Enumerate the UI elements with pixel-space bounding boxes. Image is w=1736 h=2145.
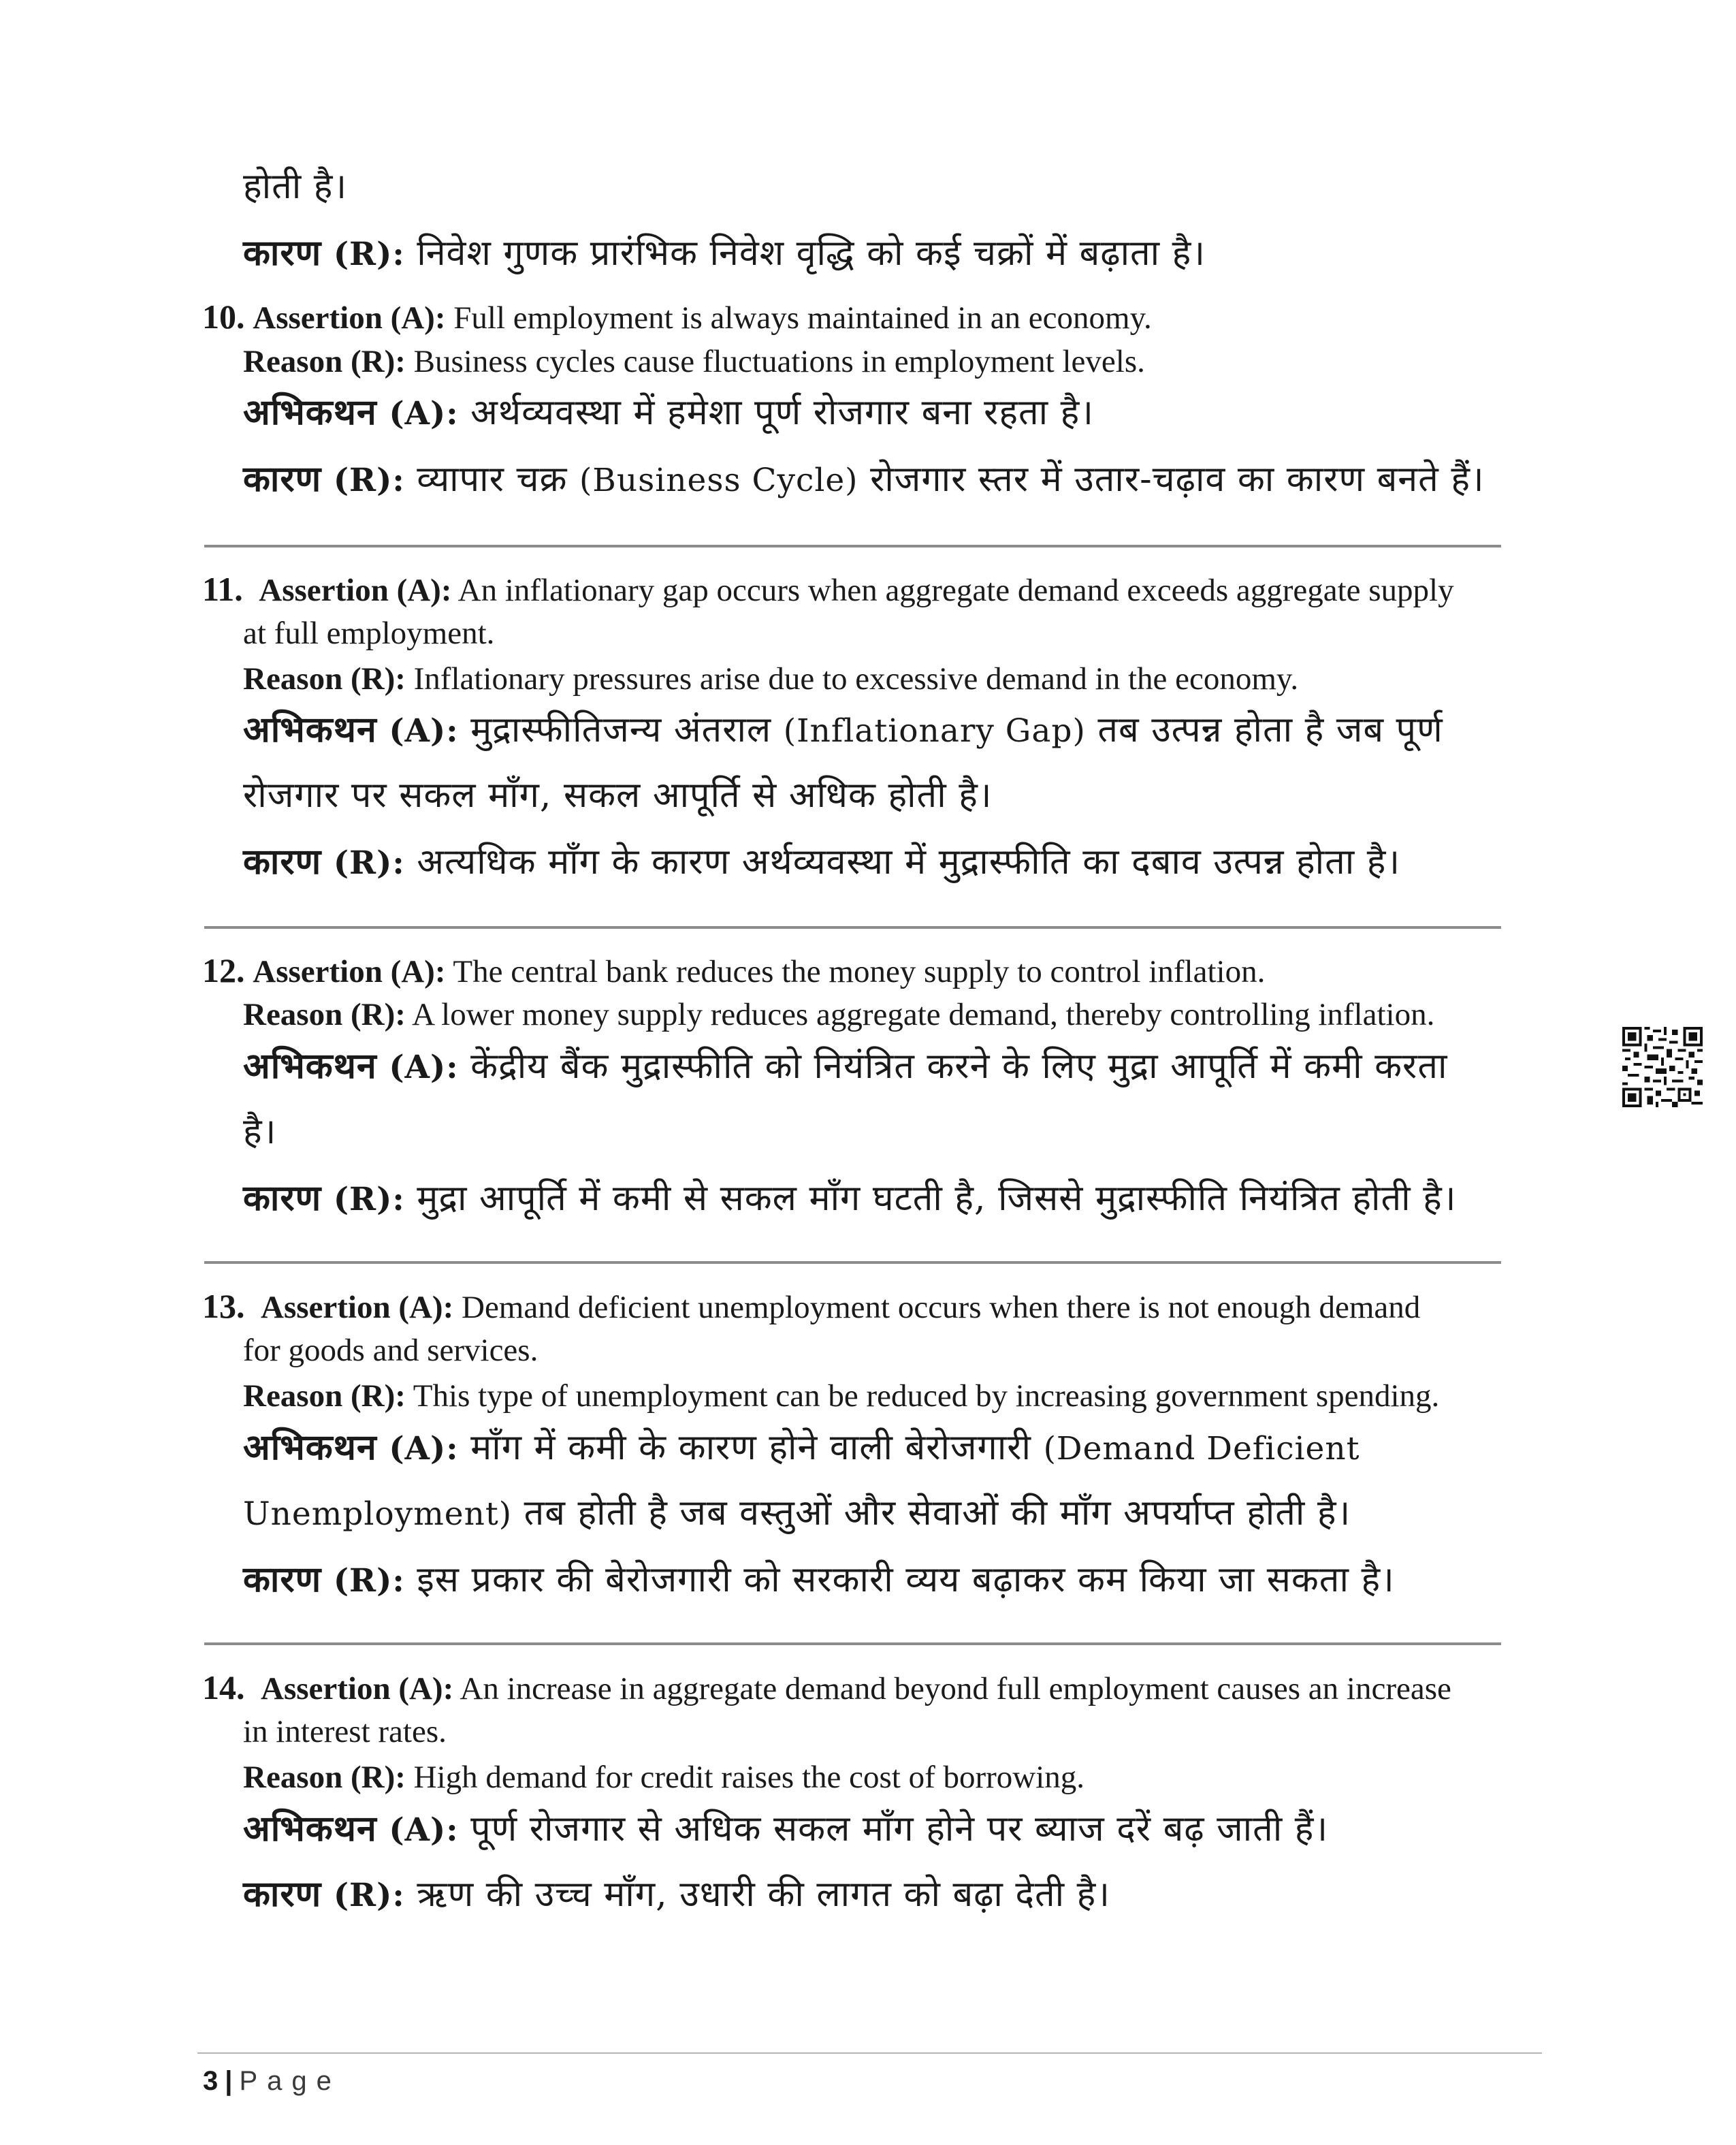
q13-assertion-en-2: for goods and services.: [243, 1333, 539, 1368]
q10-number: 10.: [202, 298, 245, 336]
divider-11: [204, 926, 1501, 929]
q11-reason-en: Reason (R): Inflationary pressures arise due to excessive demand in the economy.: [243, 661, 1299, 697]
carry-line: होती है।: [243, 166, 348, 207]
footer-separator: |: [225, 2066, 233, 2096]
divider-12: [204, 1261, 1501, 1264]
q13-assertion-hi-1: अभिकथन (A): माँग में कमी के कारण होने वाली बेरोजगारी (Demand Deficient: [243, 1427, 1360, 1468]
q14-assertion-en-2: in interest rates.: [243, 1714, 447, 1749]
q11-assertion-hi-1: अभिकथन (A): मुद्रास्फीतिजन्य अंतराल (Inflationary Gap) तब उत्पन्न होता है जब पूर्ण: [243, 709, 1443, 750]
q14-number: 14.: [202, 1668, 245, 1706]
page-label: Page: [239, 2066, 341, 2096]
q13-assertion-en-1: 13. Assertion (A): Demand deficient unemployment occurs when there is not enough demand: [202, 1287, 1421, 1325]
q12-reason-en: Reason (R): A lower money supply reduces aggregate demand, thereby controlling inflation.: [243, 997, 1435, 1032]
q10-reason-en: Reason (R): Business cycles cause fluctuations in employment levels.: [243, 344, 1145, 379]
q11-number: 11.: [202, 570, 243, 608]
page-number: 3: [203, 2066, 219, 2096]
q10-assertion-hi: अभिकथन (A): अर्थव्यवस्था में हमेशा पूर्ण रोजगार बना रहता है।: [243, 392, 1094, 433]
q13-number: 13.: [202, 1287, 245, 1325]
q13-reason-en: Reason (R): This type of unemployment can be reduced by increasing government spending.: [243, 1378, 1440, 1414]
q13-reason-hi: कारण (R): इस प्रकार की बेरोजगारी को सरकारी व्यय बढ़ाकर कम किया जा सकता है।: [243, 1559, 1395, 1600]
q11-assertion-en-1: 11. Assertion (A): An inflationary gap occurs when aggregate demand exceeds aggregate supply: [202, 570, 1454, 608]
q10-reason-hi: कारण (R): व्यापार चक्र (Business Cycle) रोजगार स्तर में उतार-चढ़ाव का कारण बनते हैं।: [243, 458, 1485, 500]
page-footer: [203, 2066, 341, 2097]
q10-assertion-en: 10. Assertion (A): Full employment is always maintained in an economy.: [202, 298, 1152, 336]
q11-reason-hi: कारण (R): अत्यधिक माँग के कारण अर्थव्यवस्था में मुद्रास्फीति का दबाव उत्पन्न होता है।: [243, 841, 1401, 883]
q12-assertion-hi-1: अभिकथन (A): केंद्रीय बैंक मुद्रास्फीति को नियंत्रित करने के लिए मुद्रा आपूर्ति में कमी करता: [243, 1045, 1448, 1087]
footer-divider: [197, 2052, 1542, 2054]
q11-assertion-hi-2: रोजगार पर सकल माँग, सकल आपूर्ति से अधिक होती है।: [243, 775, 993, 816]
q14-assertion-en-1: 14. Assertion (A): An increase in aggregate demand beyond full employment causes an increase: [202, 1668, 1451, 1706]
q11-assertion-en-2: at full employment.: [243, 616, 495, 651]
divider-10: [204, 545, 1501, 547]
q12-reason-hi: कारण (R): मुद्रा आपूर्ति में कमी से सकल माँग घटती है, जिससे मुद्रास्फीति नियंत्रित होती है।: [243, 1177, 1457, 1219]
q14-reason-hi: कारण (R): ऋण की उच्च माँग, उधारी की लागत को बढ़ा देती है।: [243, 1873, 1110, 1915]
q14-reason-en: Reason (R): High demand for credit raises the cost of borrowing.: [243, 1760, 1085, 1795]
qr-code-icon[interactable]: [1622, 1027, 1703, 1107]
q12-assertion-hi-2: है।: [243, 1111, 277, 1152]
carry-reason-hi: कारण (R): निवेश गुणक प्रारंभिक निवेश वृद्धि को कई चक्रों में बढ़ाता है।: [243, 232, 1206, 274]
q12-number: 12.: [202, 951, 245, 989]
q13-assertion-hi-2: Unemployment) तब होती है जब वस्तुओं और सेवाओं की माँग अपर्याप्त होती है।: [243, 1493, 1351, 1534]
q12-assertion-en: 12. Assertion (A): The central bank reduces the money supply to control inflation.: [202, 951, 1266, 989]
divider-13: [204, 1642, 1501, 1645]
q14-assertion-hi: अभिकथन (A): पूर्ण रोजगार से अधिक सकल माँग होने पर ब्याज दरें बढ़ जाती हैं।: [243, 1808, 1329, 1849]
